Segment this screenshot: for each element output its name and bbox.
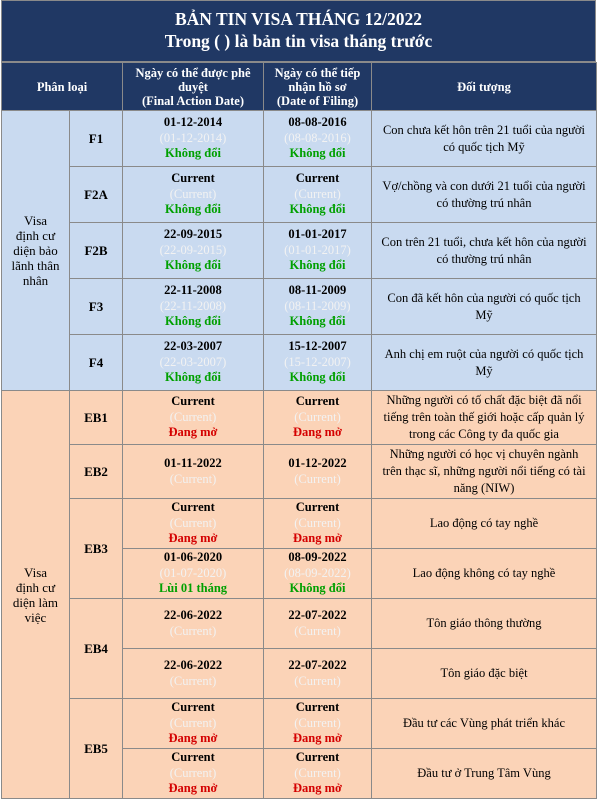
fa-previous: (Current) xyxy=(169,623,217,638)
df-current: 01-01-2017 xyxy=(288,227,347,242)
visa-category: F4 xyxy=(70,335,123,391)
target-line: Con chưa kết hôn trên 21 tuổi của người xyxy=(382,122,586,137)
df-cell xyxy=(264,223,372,279)
target-line: có quốc tịch Mỹ xyxy=(443,139,525,154)
bulletin-title: BẢN TIN VISA THÁNG 12/2022 xyxy=(174,9,422,29)
df-previous: (08-11-2009) xyxy=(284,298,351,313)
df-cell xyxy=(264,649,372,699)
df-status: Đang mở xyxy=(293,731,342,746)
header-target: Đối tượng xyxy=(372,63,597,111)
target-line: trong các Công ty đa quốc gia xyxy=(409,427,559,441)
fa-previous: (01-07-2020) xyxy=(159,565,227,580)
target-line: Mỹ xyxy=(475,363,493,378)
target-cell xyxy=(372,599,597,649)
df-status: Không đổi xyxy=(289,202,346,217)
df-previous: (Current) xyxy=(294,471,341,486)
group-label-line: định cư xyxy=(15,228,56,243)
df-current: Current xyxy=(295,700,340,715)
df-current: 08-11-2009 xyxy=(288,283,347,298)
fa-current: Current xyxy=(171,171,215,186)
group-label-line: diện bảo xyxy=(13,243,58,258)
group-label-line: nhân xyxy=(22,273,49,288)
target-line: Lao động không có tay nghề xyxy=(412,566,556,580)
df-cell xyxy=(264,445,372,499)
target-line: Vợ/chồng và con dưới 21 tuổi của người xyxy=(382,178,586,193)
visa-category: F1 xyxy=(70,111,123,167)
df-cell xyxy=(264,111,372,167)
df-cell xyxy=(264,749,372,799)
target-line: Tôn giáo đặc biệt xyxy=(440,666,528,680)
header-final-action-line1: Ngày có thể được phê xyxy=(135,65,251,80)
visa-category: EB4 xyxy=(70,599,123,699)
title-bar xyxy=(1,0,596,62)
df-current: 08-08-2016 xyxy=(288,115,347,130)
group-label-line: Visa xyxy=(23,564,48,580)
fa-current: 01-06-2020 xyxy=(163,550,223,565)
df-previous: (Current) xyxy=(294,186,341,201)
visa-category: EB5 xyxy=(70,699,123,799)
table-row xyxy=(2,699,597,749)
group-label-line: Visa xyxy=(23,213,48,228)
table-row xyxy=(2,445,597,499)
target-line: Mỹ xyxy=(475,307,493,322)
df-previous: (Current) xyxy=(294,673,341,688)
target-cell xyxy=(372,699,597,749)
header-final-action xyxy=(123,63,264,111)
header-filing-line2: nhận hồ sơ xyxy=(288,79,347,94)
visa-table xyxy=(1,62,597,799)
fa-current: 22-03-2007 xyxy=(163,339,223,354)
table-row xyxy=(2,111,597,167)
df-status: Không đổi xyxy=(289,146,346,161)
fa-cell xyxy=(123,391,264,445)
target-cell xyxy=(372,749,597,799)
fa-cell xyxy=(123,499,264,549)
visa-category: F2A xyxy=(70,167,123,223)
df-cell xyxy=(264,549,372,599)
target-line: năng (NIW) xyxy=(453,481,515,495)
target-cell xyxy=(372,223,597,279)
target-cell xyxy=(372,111,597,167)
visa-category: EB2 xyxy=(70,445,123,499)
header-filing xyxy=(264,63,372,111)
fa-current: 01-11-2022 xyxy=(164,456,222,470)
target-cell xyxy=(372,499,597,549)
fa-current: 01-12-2014 xyxy=(163,115,223,130)
table-row xyxy=(2,599,597,649)
target-cell xyxy=(372,335,597,391)
df-previous: (15-12-2007) xyxy=(284,354,351,369)
df-cell xyxy=(264,335,372,391)
fa-previous: (Current) xyxy=(169,186,217,201)
target-cell xyxy=(372,279,597,335)
fa-current: 22-06-2022 xyxy=(163,608,223,622)
header-final-action-line3: (Final Action Date) xyxy=(141,93,245,108)
df-status: Đang mở xyxy=(293,425,342,440)
target-line: có thường trú nhân xyxy=(436,195,532,210)
fa-status: Không đổi xyxy=(165,370,221,385)
df-status: Không đổi xyxy=(289,314,346,329)
header-filing-line3: (Date of Filing) xyxy=(276,93,359,108)
fa-current: Current xyxy=(171,750,215,765)
fa-previous: (Current) xyxy=(169,471,217,486)
visa-category: EB1 xyxy=(70,391,123,445)
df-current: Current xyxy=(295,394,340,409)
fa-current: 22-09-2015 xyxy=(163,227,223,242)
fa-status: Lùi 01 tháng xyxy=(158,581,228,596)
fa-previous: (22-09-2015) xyxy=(159,242,227,257)
fa-current: Current xyxy=(171,500,215,515)
fa-previous: (Current) xyxy=(169,409,217,424)
df-previous: (Current) xyxy=(294,409,341,424)
target-line: Đầu tư ở Trung Tâm Vùng xyxy=(417,766,551,780)
fa-status: Không đổi xyxy=(165,146,221,161)
target-cell xyxy=(372,391,597,445)
target-line: Những người có học vị chuyên ngành xyxy=(389,447,579,461)
df-previous: (08-08-2016) xyxy=(284,130,351,145)
header-category: Phân loại xyxy=(2,63,123,111)
df-previous: (01-01-2017) xyxy=(284,242,351,257)
df-current: Current xyxy=(295,171,340,186)
df-previous: (08-09-2022) xyxy=(284,565,351,580)
fa-current: Current xyxy=(171,394,215,409)
visa-category: EB3 xyxy=(70,499,123,599)
fa-cell xyxy=(123,649,264,699)
fa-current: Current xyxy=(171,700,215,715)
target-cell xyxy=(372,167,597,223)
df-current: 08-09-2022 xyxy=(288,550,347,565)
fa-previous: (Current) xyxy=(169,515,217,530)
target-line: Tôn giáo thông thường xyxy=(426,616,542,630)
fa-previous: (Current) xyxy=(169,765,217,780)
fa-cell xyxy=(123,335,264,391)
group-family xyxy=(2,111,70,391)
target-cell xyxy=(372,549,597,599)
df-previous: (Current) xyxy=(294,515,341,530)
target-line: Anh chị em ruột của người có quốc tịch xyxy=(384,346,584,361)
bulletin-subtitle: Trong ( ) là bản tin visa tháng trước xyxy=(164,31,433,51)
group-label-line: lãnh thân xyxy=(11,258,60,273)
df-cell xyxy=(264,499,372,549)
fa-previous: (01-12-2014) xyxy=(159,130,227,145)
df-current: 22-07-2022 xyxy=(288,658,347,672)
group-label-line: diện làm xyxy=(12,594,59,610)
table-row xyxy=(2,499,597,549)
table-row xyxy=(2,391,597,445)
fa-previous: (Current) xyxy=(169,715,217,730)
table-row xyxy=(2,167,597,223)
df-cell xyxy=(264,167,372,223)
fa-status: Không đổi xyxy=(165,202,221,217)
visa-category: F2B xyxy=(70,223,123,279)
fa-cell xyxy=(123,749,264,799)
df-previous: (Current) xyxy=(294,715,341,730)
target-cell xyxy=(372,445,597,499)
df-current: 15-12-2007 xyxy=(288,339,347,354)
target-line: có thường trú nhân xyxy=(436,251,532,266)
fa-cell xyxy=(123,445,264,499)
fa-status: Đang mở xyxy=(168,781,218,796)
target-line: trên thạc sĩ, những người nổi tiếng có tài xyxy=(382,464,586,478)
df-previous: (Current) xyxy=(294,765,341,780)
df-current: 01-12-2022 xyxy=(288,456,347,470)
header-final-action-line2: duyệt xyxy=(178,79,208,94)
group-label-line: việc xyxy=(24,609,47,625)
table-row xyxy=(2,223,597,279)
header-row xyxy=(2,63,597,111)
df-status: Đang mở xyxy=(293,531,342,546)
fa-previous: (Current) xyxy=(169,673,217,688)
df-cell xyxy=(264,599,372,649)
df-current: 22-07-2022 xyxy=(288,608,347,622)
target-cell xyxy=(372,649,597,699)
fa-cell xyxy=(123,549,264,599)
fa-current: 22-06-2022 xyxy=(163,658,223,672)
target-line: Đầu tư các Vùng phát triển khác xyxy=(402,716,566,730)
df-status: Không đổi xyxy=(289,370,346,385)
df-cell xyxy=(264,279,372,335)
fa-status: Không đổi xyxy=(165,314,221,329)
fa-previous: (22-11-2008) xyxy=(159,298,227,313)
target-line: tiếng trên toàn thế giới hoặc cấp quản lý xyxy=(383,410,585,424)
df-status: Không đổi xyxy=(289,258,346,273)
target-line: Con trên 21 tuổi, chưa kết hôn của người xyxy=(381,234,587,249)
fa-previous: (22-03-2007) xyxy=(159,354,227,369)
target-line: Con đã kết hôn của người có quốc tịch xyxy=(387,290,581,305)
table-row xyxy=(2,279,597,335)
table-row xyxy=(2,335,597,391)
fa-status: Đang mở xyxy=(168,731,218,746)
fa-cell xyxy=(123,111,264,167)
header-filing-line1: Ngày có thể tiếp xyxy=(274,65,361,80)
fa-current: 22-11-2008 xyxy=(164,283,222,298)
fa-cell xyxy=(123,167,264,223)
visa-category: F3 xyxy=(70,279,123,335)
df-current: Current xyxy=(295,500,340,515)
group-label-line: định cư xyxy=(15,579,56,595)
group-work xyxy=(2,391,70,799)
fa-cell xyxy=(123,599,264,649)
target-line: Những người có tố chất đặc biệt đã nổi xyxy=(386,393,582,407)
df-previous: (Current) xyxy=(294,623,341,638)
fa-cell xyxy=(123,699,264,749)
df-cell xyxy=(264,699,372,749)
visa-bulletin xyxy=(1,0,596,799)
df-status: Đang mở xyxy=(293,781,342,796)
fa-cell xyxy=(123,279,264,335)
target-line: Lao động có tay nghề xyxy=(429,516,539,530)
fa-status: Không đổi xyxy=(165,258,221,273)
fa-cell xyxy=(123,223,264,279)
df-cell xyxy=(264,391,372,445)
fa-status: Đang mở xyxy=(168,425,218,440)
df-status: Không đổi xyxy=(289,581,346,596)
fa-status: Đang mở xyxy=(168,531,218,546)
df-current: Current xyxy=(295,750,340,765)
